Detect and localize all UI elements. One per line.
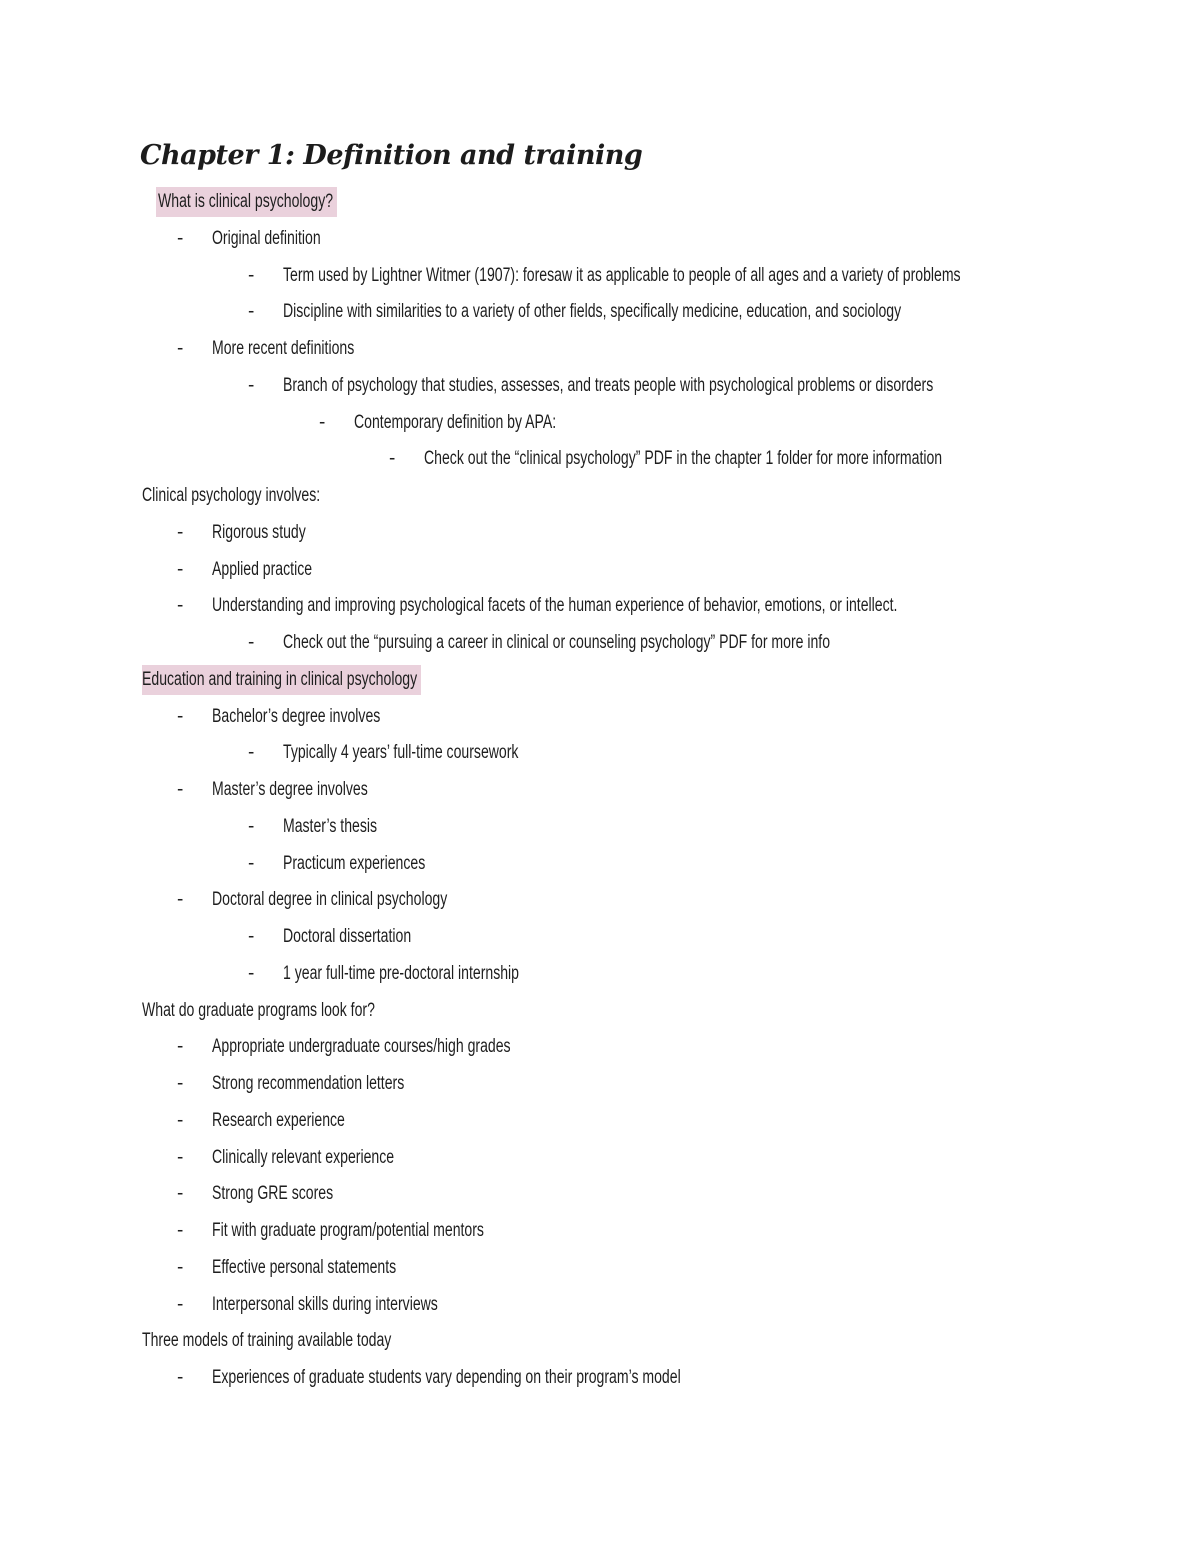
list-item: 1 year full-time pre-doctoral internship [283,962,520,984]
list-item: Applied practice [212,558,313,580]
list-item: Understanding and improving psychological facets of the human experience of behavior, emotions, or intellect. [212,595,898,617]
bullet-dash-icon: - [389,448,396,470]
bullet-dash-icon: - [248,632,255,653]
list-item: Check out the “pursuing a career in clinical or counseling psychology” PDF for more info [283,632,831,653]
bullet-dash-icon: - [177,1220,184,1241]
list-item: Clinically relevant experience [212,1146,395,1168]
bullet-dash-icon: - [177,1293,184,1315]
list-item: Bachelor’s degree involves [212,705,381,727]
list-item: Strong recommendation letters [212,1073,405,1094]
list-item: Master’s thesis [283,815,378,837]
list-item: Term used by Lightner Witmer (1907): foresaw it as applicable to people of all ages and a variety of problems [283,264,961,286]
list-item: Fit with graduate program/potential mentors [212,1220,484,1241]
bullet-dash-icon: - [177,1036,184,1058]
bullet-dash-icon: - [177,595,184,617]
bullet-dash-icon: - [177,1256,184,1278]
list-item: More recent definitions [212,338,355,359]
bullet-dash-icon: - [177,1183,184,1205]
bullet-dash-icon: - [177,227,184,249]
bullet-dash-icon: - [248,742,255,764]
list-item: Effective personal statements [212,1256,397,1278]
section-heading: What is clinical psychology? [158,191,334,212]
section-heading: Education and training in clinical psychology [142,668,418,690]
bullet-dash-icon: - [248,815,255,837]
list-item: Doctoral degree in clinical psychology [212,889,448,911]
list-item: Original definition [212,227,321,249]
bullet-dash-icon: - [177,1367,184,1388]
list-item: Strong GRE scores [212,1183,334,1205]
bullet-dash-icon: - [177,1109,184,1131]
list-item: Contemporary definition by APA: [354,411,557,433]
bullet-dash-icon: - [248,962,255,984]
list-item: Research experience [212,1109,345,1131]
bullet-dash-icon: - [248,374,255,396]
bullet-dash-icon: - [248,301,255,323]
bullet-dash-icon: - [248,264,255,286]
section-heading: Clinical psychology involves: [142,485,321,506]
bullet-dash-icon: - [177,1073,184,1094]
list-item: Doctoral dissertation [283,926,412,947]
list-item: Experiences of graduate students vary depending on their program’s model [212,1367,681,1388]
list-item: Discipline with similarities to a variety of other fields, specifically medicine, education, and sociology [283,301,902,323]
list-item: Check out the “clinical psychology” PDF in the chapter 1 folder for more information [424,448,943,470]
page-title: Chapter 1: Definition and training [140,140,643,171]
list-item: Rigorous study [212,521,306,543]
bullet-dash-icon: - [248,926,255,947]
bullet-dash-icon: - [248,852,255,874]
list-item: Master’s degree involves [212,779,368,800]
list-item: Branch of psychology that studies, assesses, and treats people with psychological problems or disorders [283,374,934,396]
bullet-dash-icon: - [177,779,184,800]
list-item: Practicum experiences [283,852,426,874]
bullet-dash-icon: - [177,889,184,911]
section-heading: What do graduate programs look for? [142,999,375,1021]
bullet-dash-icon: - [177,338,184,359]
bullet-dash-icon: - [177,1146,184,1168]
bullet-dash-icon: - [319,411,326,433]
bullet-dash-icon: - [177,558,184,580]
bullet-dash-icon: - [177,705,184,727]
bullet-dash-icon: - [177,521,184,543]
list-item: Interpersonal skills during interviews [212,1293,438,1315]
list-item: Appropriate undergraduate courses/high grades [212,1036,511,1058]
section-heading: Three models of training available today [142,1330,392,1352]
list-item: Typically 4 years’ full-time coursework [283,742,519,764]
